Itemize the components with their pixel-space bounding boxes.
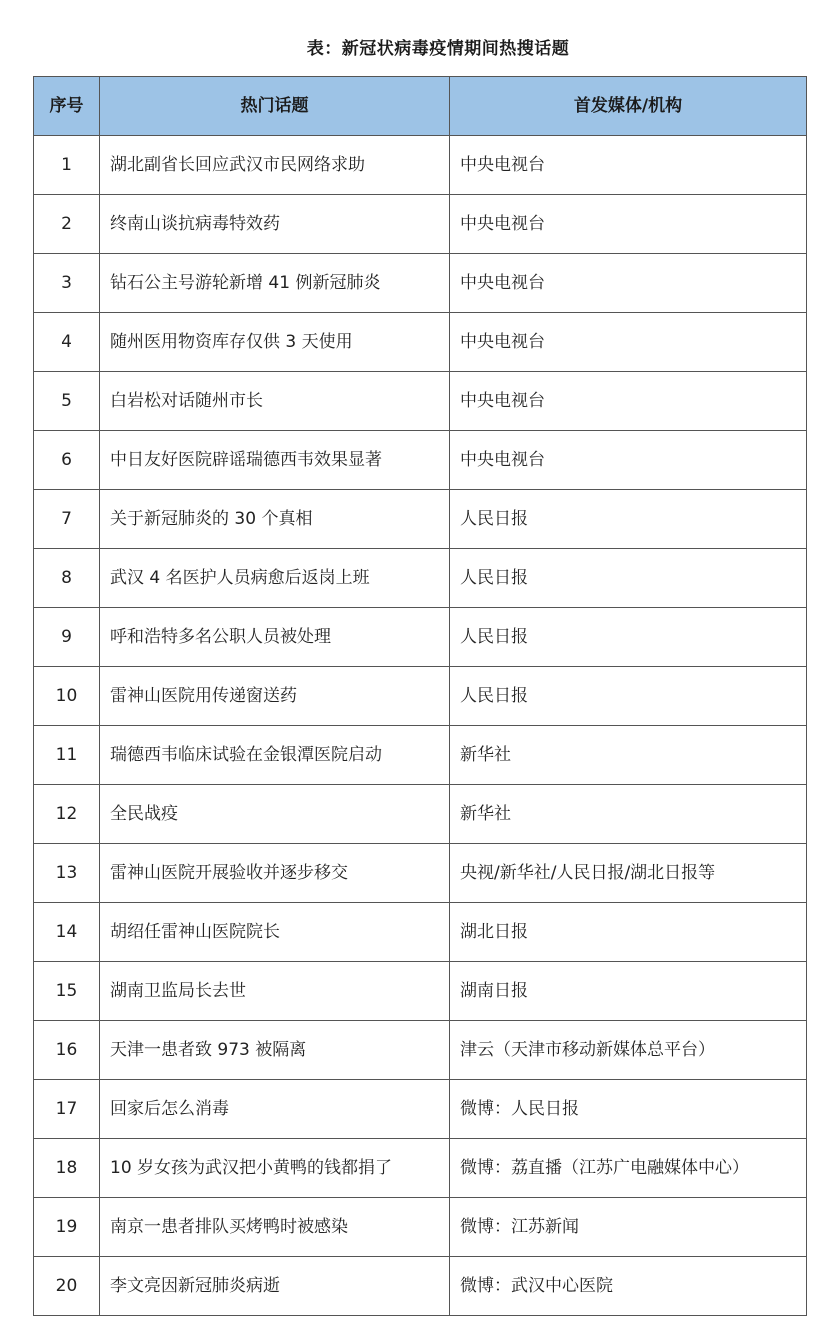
cell-media: 湖南日报	[450, 962, 807, 1021]
cell-topic: 雷神山医院用传递窗送药	[100, 667, 450, 726]
cell-media: 新华社	[450, 726, 807, 785]
cell-topic: 关于新冠肺炎的 30 个真相	[100, 490, 450, 549]
table-row	[34, 195, 807, 254]
cell-media: 津云（天津市移动新媒体总平台）	[450, 1021, 807, 1080]
table-row	[34, 1198, 807, 1257]
table-row	[34, 962, 807, 1021]
cell-num: 16	[34, 1021, 100, 1080]
cell-media: 微博：荔直播（江苏广电融媒体中心）	[450, 1139, 807, 1198]
cell-num: 9	[34, 608, 100, 667]
cell-media: 微博：人民日报	[450, 1080, 807, 1139]
cell-media: 中央电视台	[450, 313, 807, 372]
cell-media: 新华社	[450, 785, 807, 844]
cell-media: 中央电视台	[450, 372, 807, 431]
cell-media: 中央电视台	[450, 254, 807, 313]
cell-topic: 李文亮因新冠肺炎病逝	[100, 1257, 450, 1316]
cell-num: 17	[34, 1080, 100, 1139]
cell-num: 5	[34, 372, 100, 431]
cell-media: 微博：武汉中心医院	[450, 1257, 807, 1316]
cell-num: 2	[34, 195, 100, 254]
cell-media: 中央电视台	[450, 431, 807, 490]
table-row	[34, 549, 807, 608]
cell-topic: 中日友好医院辟谣瑞德西韦效果显著	[100, 431, 450, 490]
cell-topic: 随州医用物资库存仅供 3 天使用	[100, 313, 450, 372]
cell-media: 人民日报	[450, 490, 807, 549]
table-row	[34, 1139, 807, 1198]
header-media: 首发媒体/机构	[450, 77, 807, 136]
cell-topic: 湖北副省长回应武汉市民网络求助	[100, 136, 450, 195]
table-row	[34, 785, 807, 844]
table-row	[34, 667, 807, 726]
table-row	[34, 136, 807, 195]
cell-num: 18	[34, 1139, 100, 1198]
table-row	[34, 903, 807, 962]
cell-media: 微博：江苏新闻	[450, 1198, 807, 1257]
table-row	[34, 490, 807, 549]
cell-num: 15	[34, 962, 100, 1021]
cell-num: 6	[34, 431, 100, 490]
table-row	[34, 608, 807, 667]
table-row	[34, 254, 807, 313]
cell-media: 人民日报	[450, 549, 807, 608]
cell-num: 20	[34, 1257, 100, 1316]
table-row	[34, 1257, 807, 1316]
cell-topic: 全民战疫	[100, 785, 450, 844]
cell-num: 19	[34, 1198, 100, 1257]
cell-num: 12	[34, 785, 100, 844]
cell-num: 3	[34, 254, 100, 313]
cell-topic: 雷神山医院开展验收并逐步移交	[100, 844, 450, 903]
cell-media: 湖北日报	[450, 903, 807, 962]
cell-topic: 湖南卫监局长去世	[100, 962, 450, 1021]
cell-topic: 钻石公主号游轮新增 41 例新冠肺炎	[100, 254, 450, 313]
cell-topic: 天津一患者致 973 被隔离	[100, 1021, 450, 1080]
cell-topic: 呼和浩特多名公职人员被处理	[100, 608, 450, 667]
cell-num: 4	[34, 313, 100, 372]
cell-topic: 回家后怎么消毒	[100, 1080, 450, 1139]
cell-topic: 武汉 4 名医护人员病愈后返岗上班	[100, 549, 450, 608]
hot-topics-table	[33, 76, 807, 1316]
table-header-row	[34, 77, 807, 136]
cell-media: 央视/新华社/人民日报/湖北日报等	[450, 844, 807, 903]
cell-topic: 10 岁女孩为武汉把小黄鸭的钱都捐了	[100, 1139, 450, 1198]
table-row	[34, 844, 807, 903]
table-row	[34, 431, 807, 490]
cell-num: 7	[34, 490, 100, 549]
table-row	[34, 1021, 807, 1080]
header-num: 序号	[34, 77, 100, 136]
header-topic: 热门话题	[100, 77, 450, 136]
cell-media: 中央电视台	[450, 136, 807, 195]
table-row	[34, 372, 807, 431]
table-row	[34, 726, 807, 785]
table-row	[34, 1080, 807, 1139]
table-caption: 表：新冠状病毒疫情期间热搜话题	[306, 39, 570, 59]
cell-topic: 瑞德西韦临床试验在金银潭医院启动	[100, 726, 450, 785]
cell-topic: 胡绍任雷神山医院院长	[100, 903, 450, 962]
table-body	[34, 136, 807, 1316]
cell-num: 13	[34, 844, 100, 903]
cell-num: 11	[34, 726, 100, 785]
cell-topic: 白岩松对话随州市长	[100, 372, 450, 431]
cell-topic: 南京一患者排队买烤鸭时被感染	[100, 1198, 450, 1257]
cell-topic: 终南山谈抗病毒特效药	[100, 195, 450, 254]
cell-num: 1	[34, 136, 100, 195]
cell-num: 10	[34, 667, 100, 726]
cell-media: 中央电视台	[450, 195, 807, 254]
cell-num: 14	[34, 903, 100, 962]
table-row	[34, 313, 807, 372]
cell-media: 人民日报	[450, 667, 807, 726]
cell-media: 人民日报	[450, 608, 807, 667]
cell-num: 8	[34, 549, 100, 608]
